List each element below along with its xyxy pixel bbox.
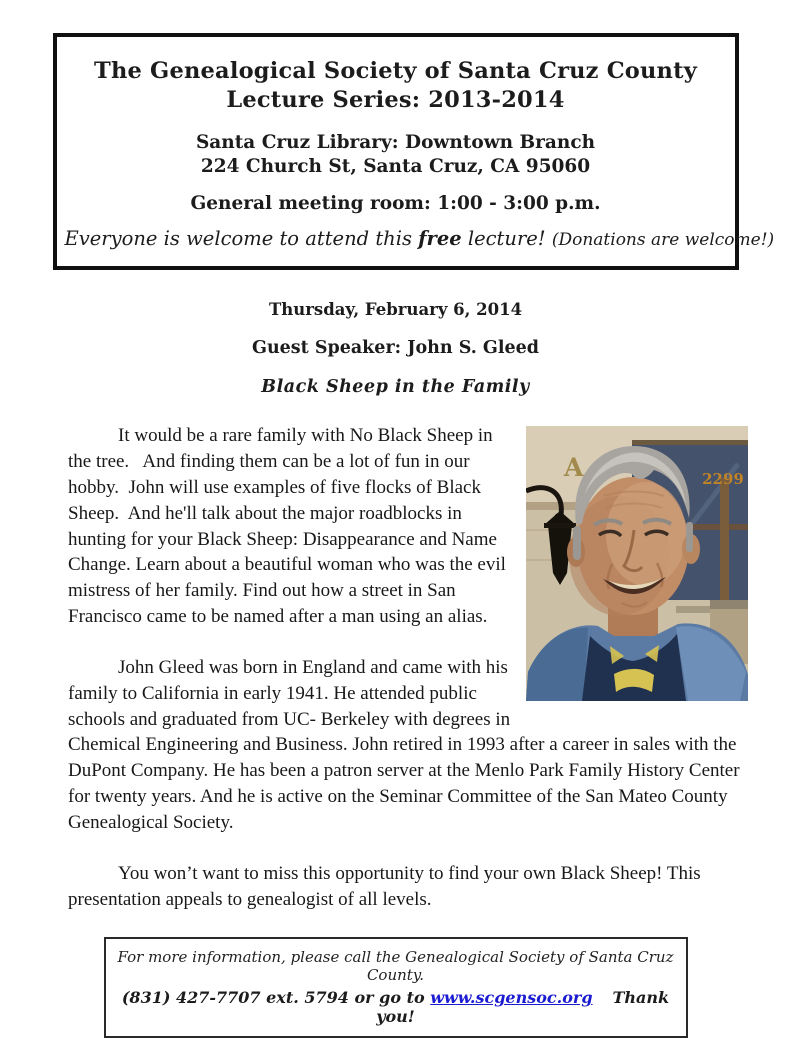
lecture-series-title: Lecture Series: 2013-2014 [226,87,565,114]
tagline-text-pre: Everyone is welcome to attend this [64,227,419,251]
footer-contact-line [112,988,680,1026]
body-text [68,423,748,912]
venue-name: Santa Cruz Library: Downtown Branch [195,131,596,153]
paragraph-intro: It would be a rare family with No Black Sheep in the tree. And finding them can be a lot of fun in our hobby. John will use examples of five flocks of Black Sheep. And he'll talk about the major roadblocks in hunting for your Black Sheep: Disappearance and Name Change. Learn about a beautiful woman who was the evil mistress of her family. Find out how a street in San Francisco came to be named after a man using an alias. [68,425,511,628]
paragraph-bio: John Gleed was born in England and came with his family to California in early 1941. He attended public schools and graduated from UC- Berkeley with degrees in Chemical Engineering and Business. John retired in 1993 after a career in sales with the DuPont Company. He has been a patron server at the Menlo Park Family History Center for twenty years. And he is active on the Seminar Committee of the San Mateo County Genealogical Society. [68,656,745,833]
paragraph-closing: You won’t want to miss this opportunity to find your own Black Sheep! This presentation appeals to genealogist of all levels. [68,862,706,910]
welcome-tagline [64,227,775,251]
header-box [53,33,775,270]
event-block [0,300,791,397]
footer-info-line: For more information, please call the Genealogical Society of Santa Cruz County. [117,948,674,985]
event-date: Thursday, February 6, 2014 [268,300,523,320]
venue-block [65,131,727,180]
footer-box [104,937,688,1038]
footer-thanks-text: Thank you! [376,988,670,1027]
talk-title: Black Sheep in the Family [261,377,530,398]
donations-note: (Donations are welcome!) [551,230,775,251]
footer-phone-text: (831) 427-7707 ext. 5794 or go to [121,988,431,1008]
meeting-room-time: General meeting room: 1:00 - 3:00 p.m. [190,193,601,215]
speaker-photo [526,426,748,701]
venue-address: 224 Church St, Santa Cruz, CA 95060 [200,155,591,177]
building-sign-letter-a: A [564,453,584,483]
free-emphasis: free [418,227,462,251]
guest-speaker: Guest Speaker: John S. Gleed [252,338,539,359]
tagline-text-post: lecture! [461,227,552,251]
building-number: 2299 [702,470,744,489]
society-title: The Genealogical Society of Santa Cruz County [94,58,697,84]
website-link[interactable]: www.scgensoc.org [430,988,593,1008]
